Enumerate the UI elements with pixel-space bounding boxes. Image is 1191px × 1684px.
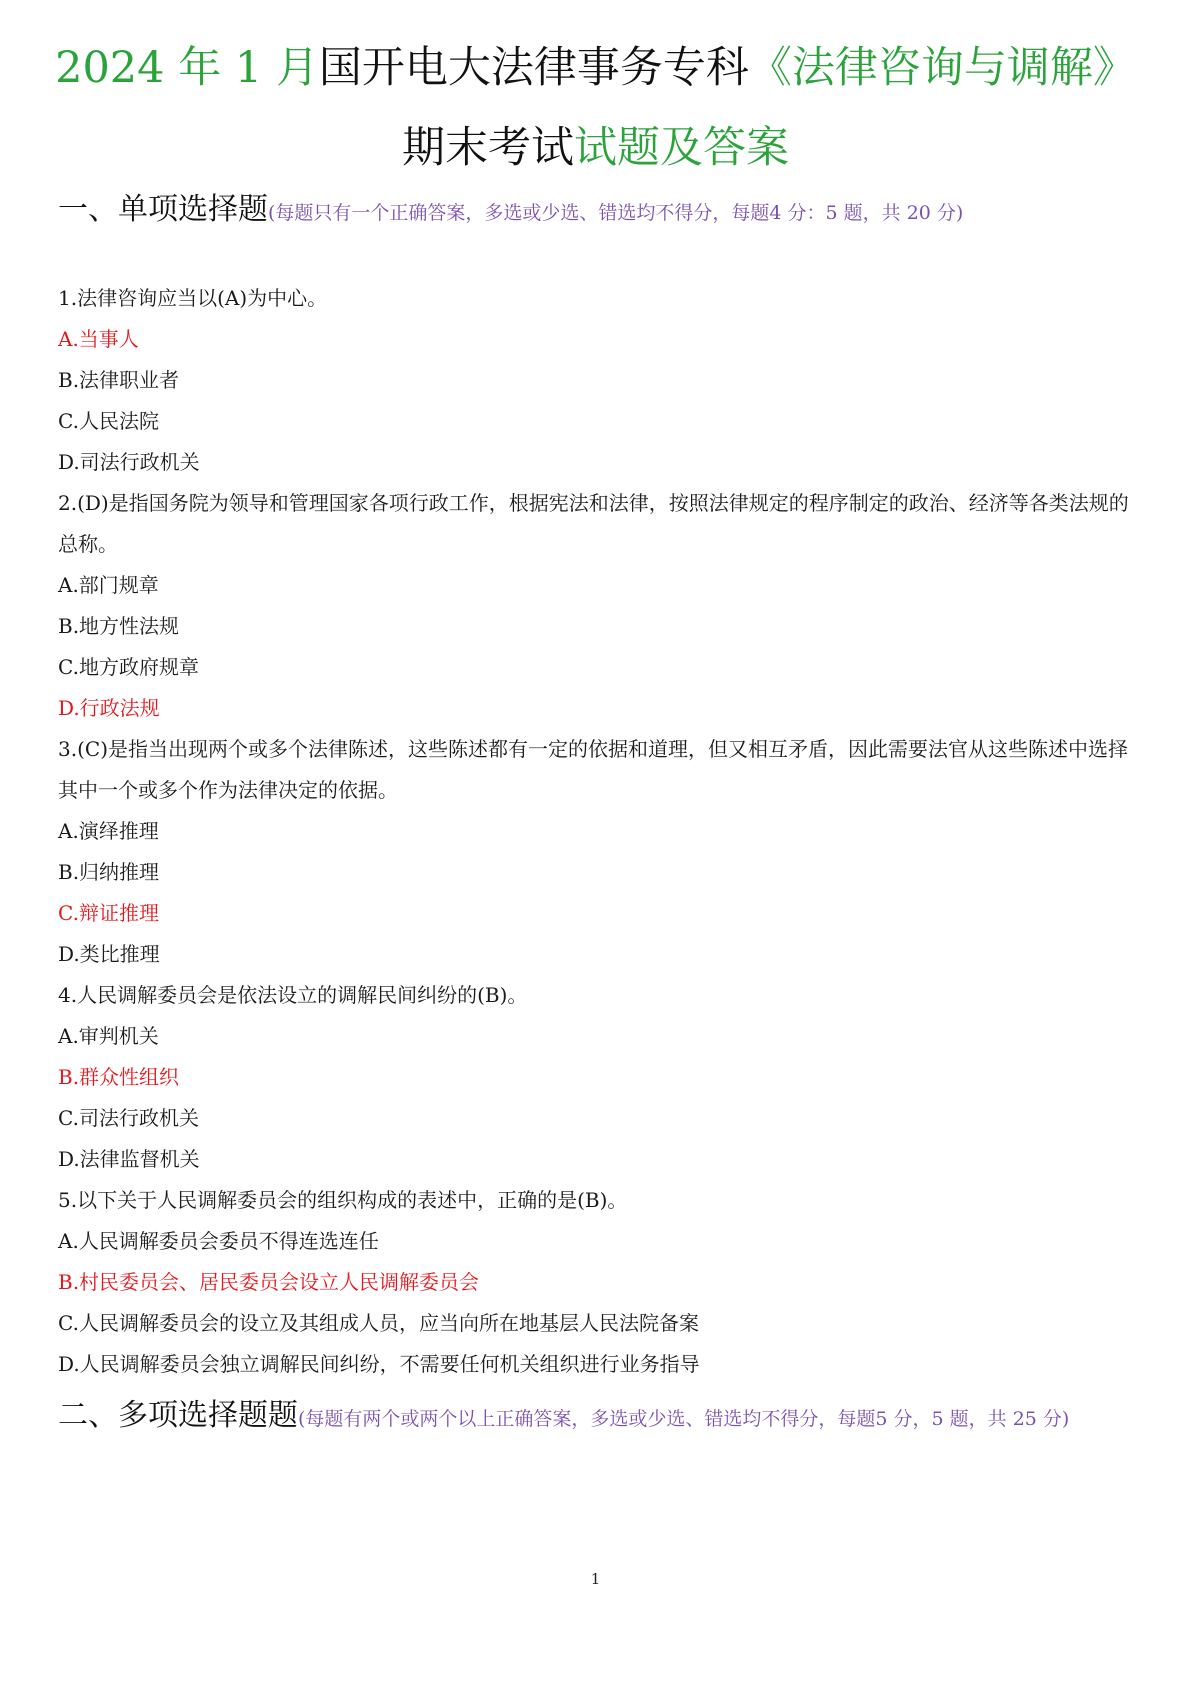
question-2-option-d: D.行政法规	[58, 696, 160, 720]
question-3-option-b: B.归纳推理	[58, 860, 160, 884]
document-title-line1	[0, 38, 1191, 98]
question-5-option-a: A.人民调解委员会委员不得连选连任	[58, 1229, 379, 1253]
question-3-option-c: C.辩证推理	[58, 901, 159, 925]
question-1-option-b: B.法律职业者	[58, 368, 180, 392]
section-1-heading	[58, 188, 1138, 235]
section-2-heading	[58, 1394, 1138, 1441]
question-4-stem: 4.人民调解委员会是依法设立的调解民间纠纷的(B)。	[58, 983, 528, 1007]
question-3-option-a: A.演绎推理	[58, 819, 159, 843]
question-3-option-d: D.类比推理	[58, 942, 160, 966]
question-4-option-b: B.群众性组织	[58, 1065, 180, 1089]
question-4-option-a: A.审判机关	[58, 1024, 159, 1048]
question-4-option-c: C.司法行政机关	[58, 1106, 199, 1130]
question-5-option-d: D.人民调解委员会独立调解民间纠纷，不需要任何机关组织进行业务指导	[58, 1352, 700, 1376]
question-1-option-a: A.当事人	[58, 327, 139, 351]
section-2-note: (每题有两个或两个以上正确答案，多选或少选、错选均不得分，每题5 分，5 题，共 25 分)	[298, 1408, 1070, 1430]
section-1-title: 一、单项选择题	[58, 192, 268, 227]
question-5-option-c: C.人民调解委员会的设立及其组成人员，应当向所在地基层人民法院备案	[58, 1311, 699, 1335]
title-date: 2024 年 1 月	[55, 43, 319, 93]
question-5-option-b: B.村民委员会、居民委员会设立人民调解委员会	[58, 1270, 480, 1294]
question-2-option-a: A.部门规章	[58, 573, 159, 597]
title-qa: 试题及答案	[574, 123, 789, 173]
question-2-stem: 2.(D)是指国务院为领导和管理国家各项行政工作，根据宪法和法律，按照法律规定的程序制定的政治、经济等各类法规的总称。	[58, 491, 1129, 556]
question-1-option-d: D.司法行政机关	[58, 450, 200, 474]
page-number: 1	[590, 1570, 601, 1588]
question-3-stem: 3.(C)是指当出现两个或多个法律陈述，这些陈述都有一定的依据和道理，但又相互矛盾，因此需要法官从这些陈述中选择其中一个或多个作为法律决定的依据。	[58, 737, 1128, 802]
question-2-option-b: B.地方性法规	[58, 614, 180, 638]
question-2-option-c: C.地方政府规章	[58, 655, 199, 679]
question-1-stem: 1.法律咨询应当以(A)为中心。	[58, 286, 328, 310]
question-5-stem: 5.以下关于人民调解委员会的组织构成的表述中，正确的是(B)。	[58, 1188, 628, 1212]
title-institution: 国开电大法律事务专科	[318, 43, 749, 93]
question-1-option-c: C.人民法院	[58, 409, 159, 433]
question-4-option-d: D.法律监督机关	[58, 1147, 200, 1171]
section-2-title: 二、多项选择题题	[58, 1398, 298, 1433]
document-title-line2	[0, 118, 1191, 178]
title-exam: 期末考试	[402, 123, 574, 173]
title-course: 《法律咨询与调解》	[748, 43, 1136, 93]
section-1-note: (每题只有一个正确答案，多选或少选、错选均不得分，每题4 分：5 题，共 20 分)	[268, 202, 964, 224]
